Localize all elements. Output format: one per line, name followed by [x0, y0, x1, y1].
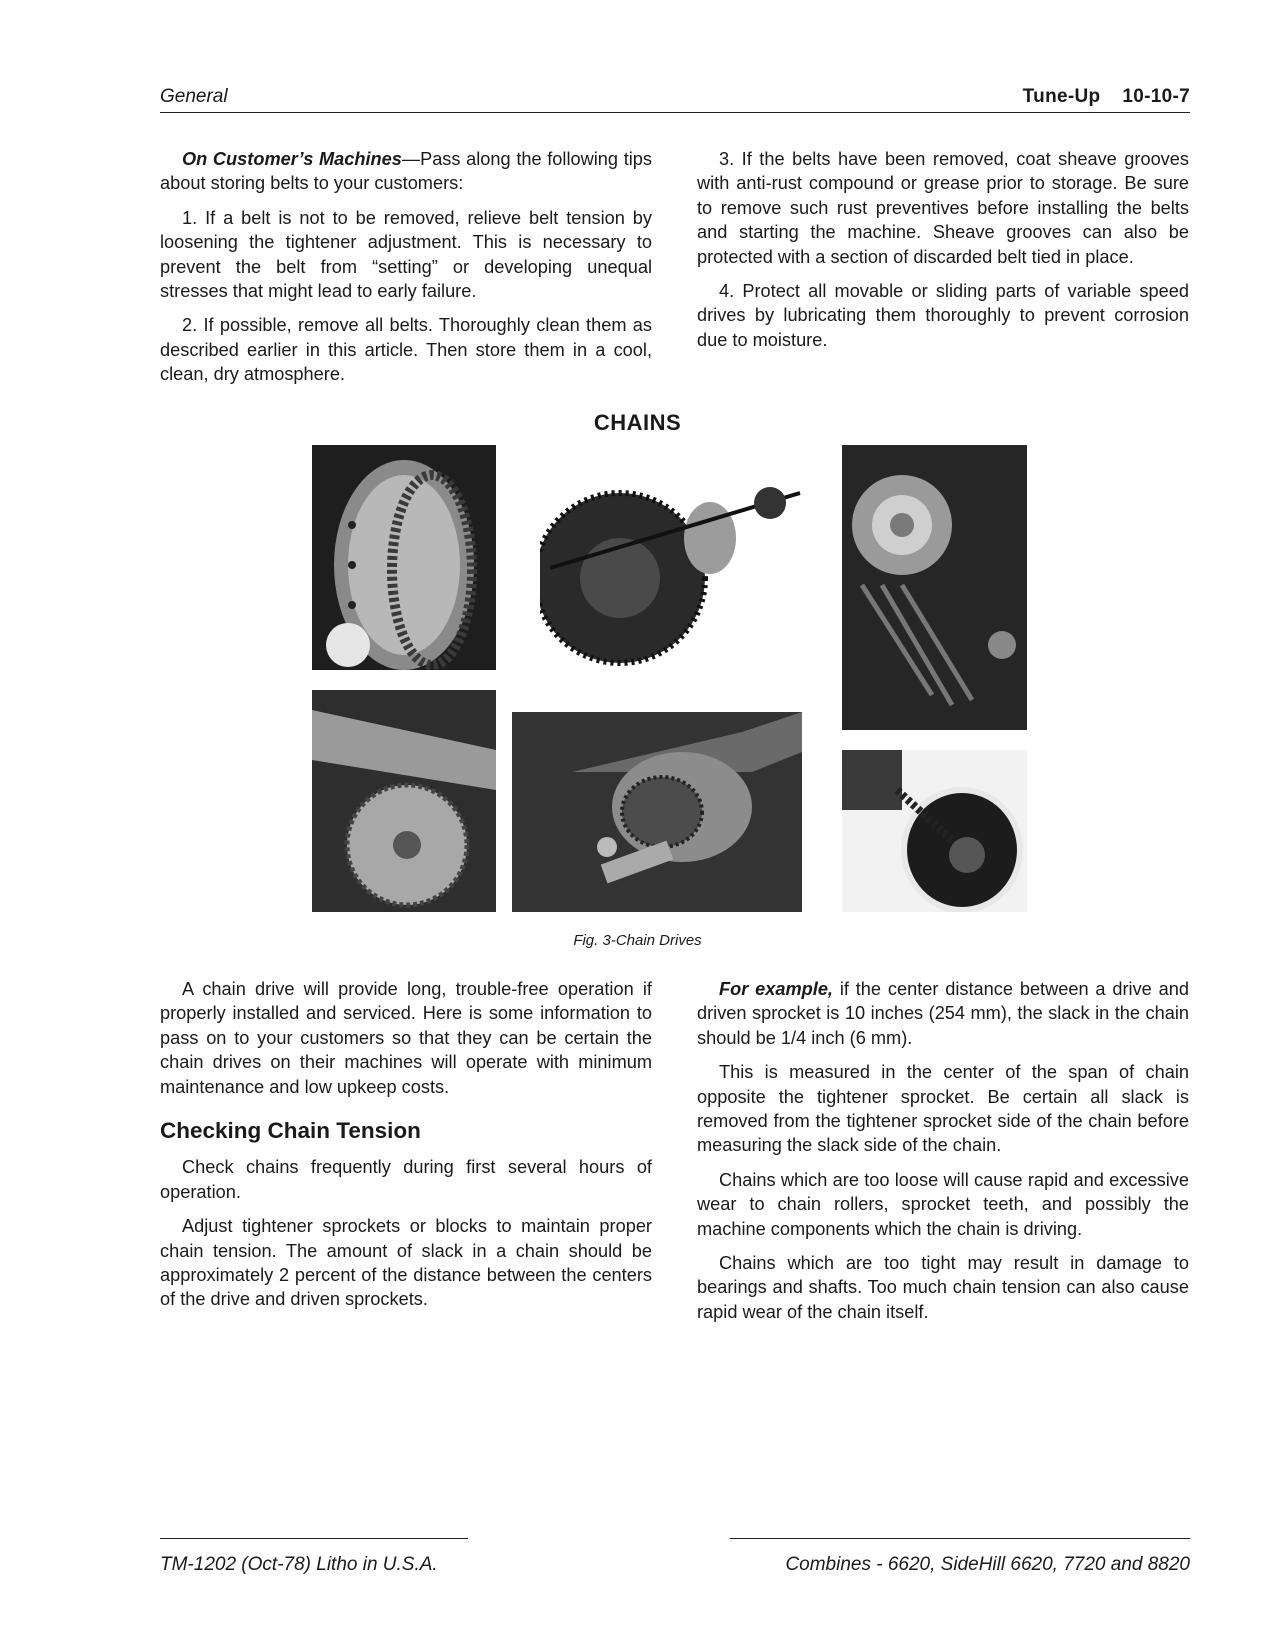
example-paragraph: [697, 977, 1189, 1050]
chain-intro-paragraph: A chain drive will provide long, trouble-free operation if properly installed and serviced. Here is some information to pass on to your customers so that they can be certain the chain drives on their machines will operate with minimum maintenance and low upkeep costs.: [160, 979, 652, 1097]
too-tight-paragraph: Chains which are too tight may result in damage to bearings and shafts. Too much chain tension can also cause rapid wear of the chain itself.: [697, 1253, 1189, 1322]
bottom-right-column: [697, 977, 1189, 1334]
customer-machines-intro: —Pass along the following tips about storing belts to your customers:: [160, 149, 652, 194]
footer-publication: TM-1202 (Oct-78) Litho in U.S.A.: [160, 1554, 438, 1575]
chain-drive-photo-2: [540, 458, 805, 668]
adjust-tightener-paragraph: Adjust tightener sprockets or blocks to maintain proper chain tension. The amount of slack in a chain should be approximately 2 percent of the distance between the centers of the drive and driven sprockets.: [160, 1216, 652, 1310]
footer-rule-right: [730, 1538, 1190, 1539]
customer-machines-paragraph: [160, 147, 652, 196]
storage-tip-4: 4. Protect all movable or sliding parts of variable speed drives by lubricating them thoroughly to prevent corrosion due to moisture.: [697, 281, 1189, 350]
example-text: if the center distance between a drive and driven sprocket is 10 inches (254 mm), the slack in the chain should be 1/4 inch (6 mm).: [697, 979, 1189, 1048]
chain-drive-photo-1: [312, 445, 496, 670]
chain-drive-photo-6: [842, 750, 1027, 912]
too-loose-paragraph: Chains which are too loose will cause rapid and excessive wear to chain rollers, sprocket teeth, and possibly the machine components which the chain is driving.: [697, 1169, 1189, 1239]
customer-machines-lead: On Customer’s Machines: [182, 149, 402, 169]
storage-tip-3: 3. If the belts have been removed, coat sheave grooves with anti-rust compound or grease prior to storage. Be sure to remove such rust preventives before installing the belts and starting the machine. Sheave grooves can also be protected with a section of discarded belt tied in place.: [697, 149, 1189, 267]
header-rule: [160, 112, 1190, 113]
top-right-column: [697, 147, 1189, 362]
figure-caption: Fig. 3-Chain Drives: [573, 932, 702, 949]
check-chains-paragraph: Check chains frequently during first several hours of operation.: [160, 1157, 652, 1202]
chain-drive-photo-3: [842, 445, 1027, 730]
footer-models: Combines - 6620, SideHill 6620, 7720 and 8820: [785, 1554, 1190, 1575]
example-lead: For example,: [719, 979, 833, 999]
chains-section-title: CHAINS: [593, 410, 682, 435]
chain-drive-photo-5: [512, 712, 802, 912]
measurement-paragraph: This is measured in the center of the span of chain opposite the tightener sprocket. Be certain all slack is removed from the tightener sprocket side of the chain before measuring the slack side of the chain.: [697, 1062, 1189, 1156]
header-right: [1023, 86, 1190, 108]
footer-rule-left: [160, 1538, 468, 1539]
storage-tip-2: 2. If possible, remove all belts. Thoroughly clean them as described earlier in this article. Then store them in a cool, clean, dry atmosphere.: [160, 315, 652, 385]
checking-chain-tension-heading: Checking Chain Tension: [160, 1118, 421, 1144]
page-number: 10-10-7: [1122, 86, 1190, 107]
bottom-left-column: [160, 977, 652, 1322]
top-left-column: [160, 147, 652, 397]
chain-drive-photo-4: [312, 690, 496, 912]
header-section-title: Tune-Up: [1022, 86, 1101, 107]
header-section-left: General: [160, 86, 228, 107]
storage-tip-1: 1. If a belt is not to be removed, relieve belt tension by loosening the tightener adjustment. This is necessary to prevent the belt from “setting” or developing unequal stresses that might lead to early failure.: [160, 207, 652, 302]
